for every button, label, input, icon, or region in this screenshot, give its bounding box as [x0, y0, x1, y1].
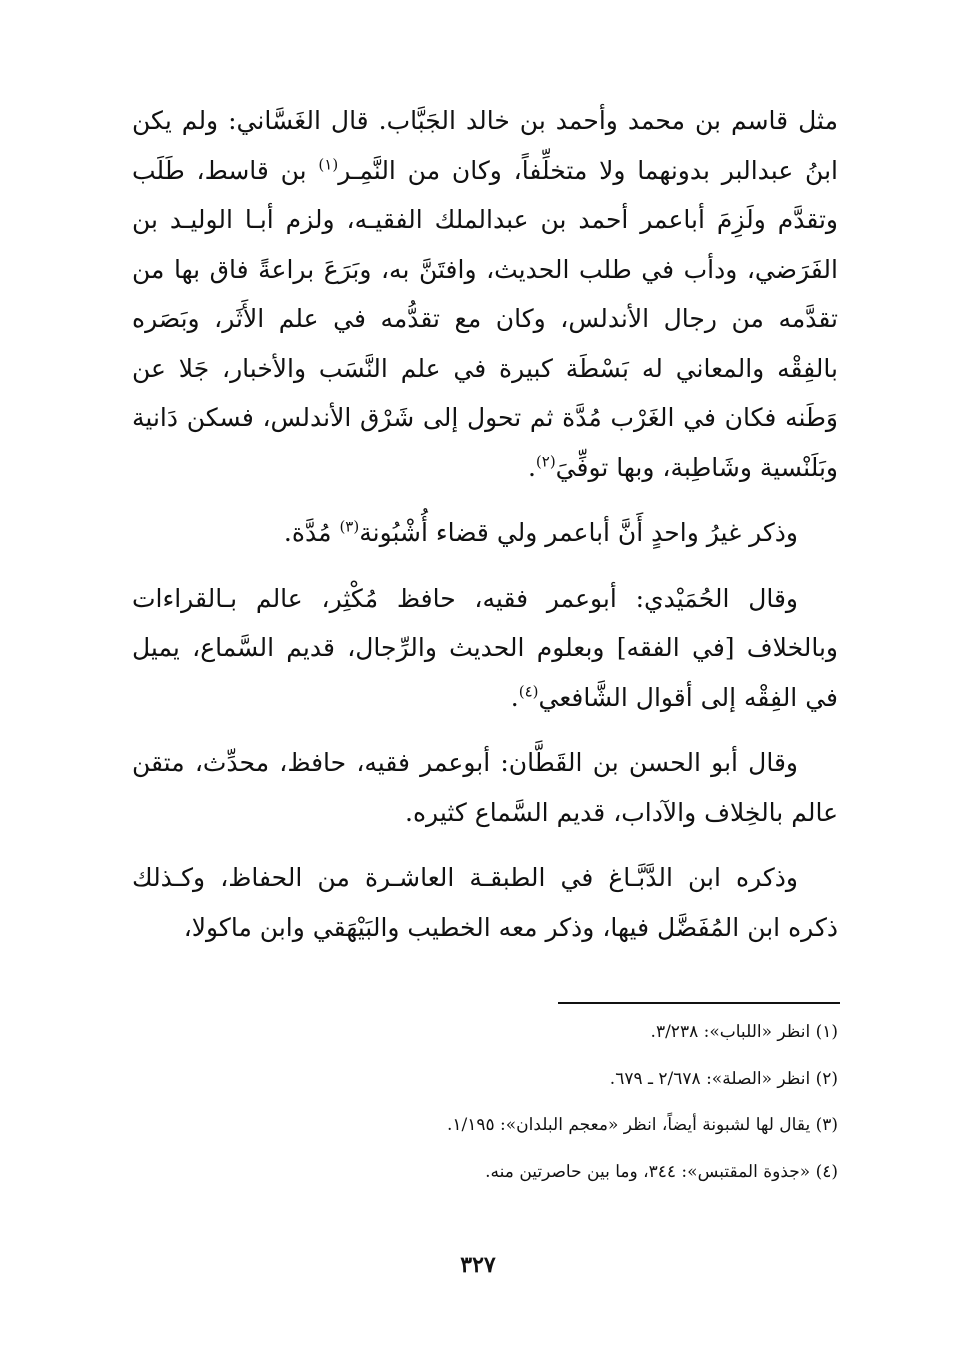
paragraph [132, 96, 838, 492]
page-number: ٣٢٧ [460, 1252, 496, 1278]
paragraph-text: وقال الحُمَيْدي: أبوعمر فقيه، حافظ مُكْثِر، عالم بـالقراءات وبالخلاف [في الفقه] وبعلوم الحديث والرِّجال، قديم السَّماع، يميل في الفِقْه إلى أقوال الشَّافعي [132, 583, 838, 712]
paragraph [132, 508, 838, 558]
footnote-ref: (١) [318, 155, 339, 174]
footnote: (٣) يقال لها لشبونة أيضاً، انظر «معجم البلدان»: ١/١٩٥. [446, 1115, 838, 1135]
paragraph-text: وقال أبو الحسن بن القَطَّان: أبوعمر فقيه، حافظ، محدِّث، متقن عالم بالخِلاف والآداب، قديم السَّماع كثيره. [132, 748, 838, 827]
footnote: (١) انظر «اللباب»: ٣/٢٣٨. [650, 1022, 838, 1042]
footnotes [132, 1020, 838, 1206]
footnote-ref: (٣) [339, 517, 360, 536]
paragraph [132, 853, 838, 952]
footnote-ref: (٢) [535, 452, 556, 471]
footnote: (٢) انظر «الصلة»: ٢/٦٧٨ ـ ٦٧٩. [609, 1068, 838, 1089]
main-text [132, 96, 838, 952]
footnote-ref: (٤) [518, 682, 539, 701]
paragraph-text: . [527, 452, 536, 482]
footnote: (٤) «جذوة المقتبس»: ٣٤٤، وما بين حاصرتين منه. [485, 1161, 838, 1182]
paragraph-text: . [510, 682, 519, 712]
paragraph-text: مثل قاسم بن محمد وأحمد بن خالد الجَبَّاب. قال الغَسَّاني: ولم يكن ابنُ عبدالبر بدونهما ولا متخلِّفاً، وكان من النَّمِـر [132, 106, 838, 185]
paragraph [132, 738, 838, 837]
paragraph-text: مُدَّة. [283, 518, 340, 547]
paragraph-text: بن قاسط، طَلَب وتقدَّم ولَزِمَ أباعمر أحمد بن عبدالملك الفقيـه، ولزم أبـا الوليـد بن الفَرَضي، ودأب في طلب الحديث، وافتَنَّ به، وبَرَعَ براعةً فاق بها من تقدَّمه من رجال الأندلس، وكان مع تقدُّمه في علم الأَثَر، وبَصَره بالفِقْه والمعاني له بَسْطَة كبيرة في علم النَّسَب والأخبار، جَلا عن وَطَنه فكان في الغَرْب مُدَّة ثم تحول إلى شَرْق الأندلس، فسكن دَانية وبَلَنْسية وشَاطِبة، وبها توفِّيَ [132, 155, 838, 482]
paragraph-text: وذكر غيرُ واحدٍ أَنَّ أباعمر ولي قضاء أُشْبُونة [359, 518, 798, 547]
paragraph-text: وذكره ابن الدَّبَّـاغ في الطبقـة العاشـرة من الحفاظ، وكـذلك ذكره ابن المُفَضَّل فيها، وذكر معه الخطيب والبَيْهَقي وابن ماكولا، [132, 863, 838, 942]
footnote-separator [558, 1002, 840, 1004]
paragraph [132, 574, 838, 723]
